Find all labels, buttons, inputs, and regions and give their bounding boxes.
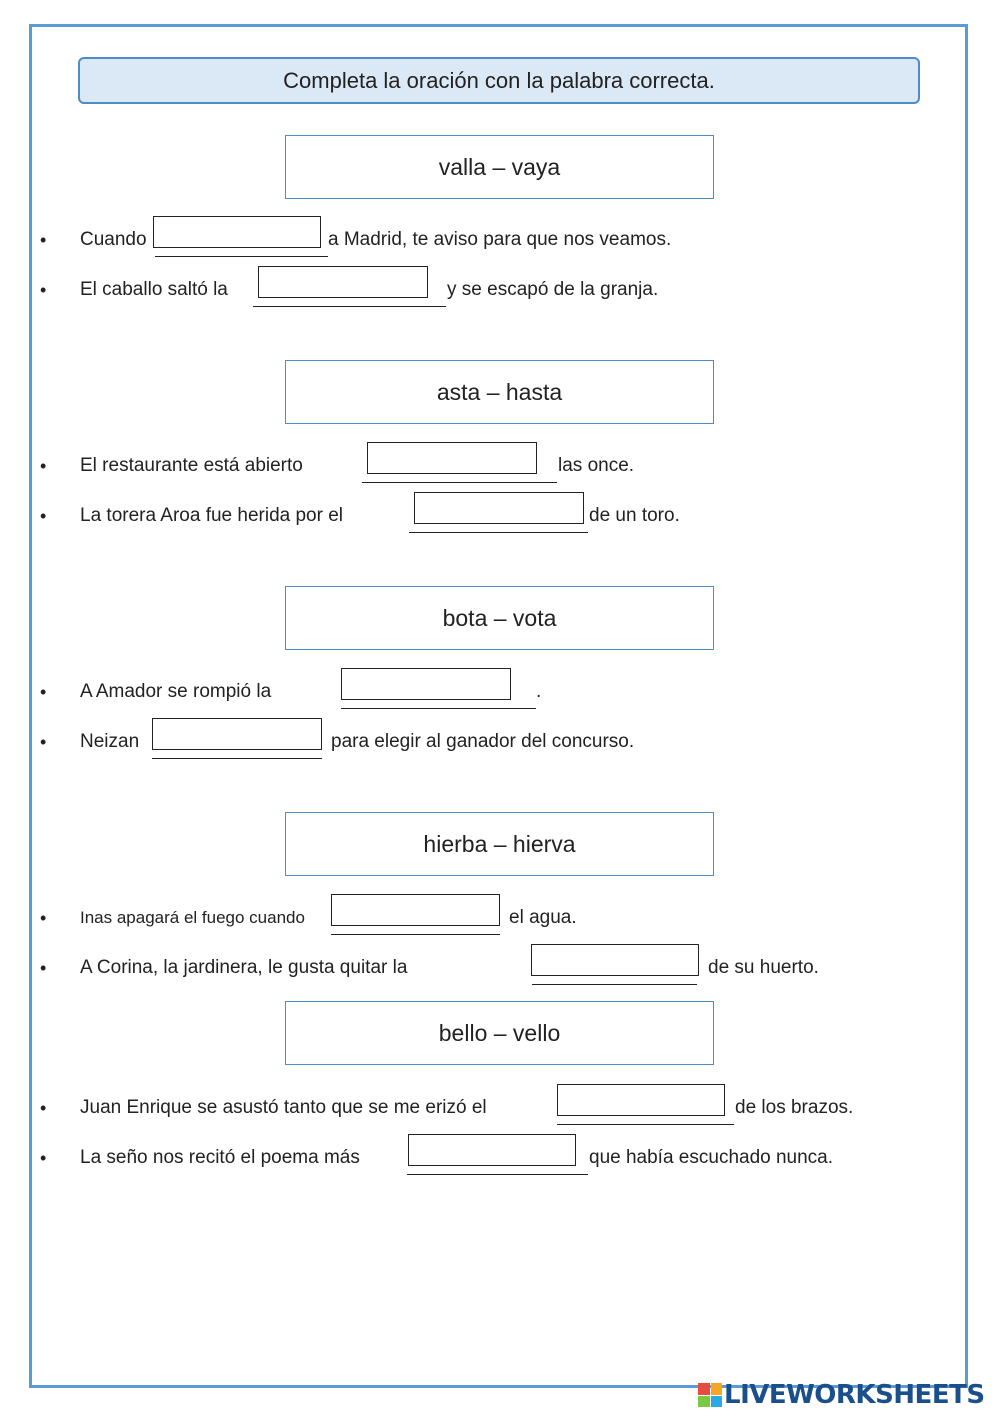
word-pair-label: bota – vota — [442, 604, 557, 631]
sentence-after: el agua. — [509, 907, 577, 928]
bullet-icon: • — [40, 908, 47, 928]
sentence-before: La torera Aroa fue herida por el — [80, 505, 344, 526]
liveworksheets-mark-icon — [698, 1383, 722, 1407]
sentence-before: El caballo saltó la — [80, 279, 228, 300]
sentence-before: A Corina, la jardinera, le gusta quitar la — [80, 957, 408, 978]
sentence-after: . — [536, 681, 542, 702]
word-pair-box — [285, 586, 714, 650]
answer-input[interactable] — [367, 442, 537, 474]
answer-input[interactable] — [153, 216, 321, 248]
sentence-after: a Madrid, te aviso para que nos veamos. — [328, 229, 672, 250]
answer-input[interactable] — [152, 718, 322, 750]
bullet-icon: • — [40, 958, 47, 978]
sentence-after: las once. — [558, 455, 635, 476]
sentence-before: Cuando — [80, 229, 147, 250]
sentence-after: que había escuchado nunca. — [589, 1147, 834, 1168]
logo-square — [711, 1396, 723, 1408]
sentence-row — [0, 672, 1000, 712]
bullet-icon: • — [40, 456, 47, 476]
sentence-before: A Amador se rompió la — [80, 681, 272, 702]
logo-square — [711, 1383, 723, 1395]
brand-name: LIVEWORKSHEETS — [724, 1380, 985, 1410]
word-pair-box — [285, 812, 714, 876]
sentence-row — [0, 496, 1000, 536]
sentence-row — [0, 898, 1000, 938]
sentence-after: de su huerto. — [708, 957, 819, 978]
sentence-after: de los brazos. — [735, 1097, 854, 1118]
sentence-row — [0, 722, 1000, 762]
answer-input[interactable] — [258, 266, 428, 298]
sentence-before: Juan Enrique se asustó tanto que se me erizó el — [80, 1097, 487, 1118]
bullet-icon: • — [40, 1098, 47, 1118]
logo-square — [698, 1396, 710, 1408]
sentence-after: de un toro. — [589, 505, 680, 526]
sentence-row — [0, 446, 1000, 486]
liveworksheets-logo — [698, 1380, 985, 1410]
instruction-text: Completa la oración con la palabra correcta. — [283, 67, 715, 93]
answer-input[interactable] — [408, 1134, 576, 1166]
bullet-icon: • — [40, 682, 47, 702]
sentence-before: La seño nos recitó el poema más — [80, 1147, 360, 1168]
sentence-row — [0, 948, 1000, 988]
word-pair-label: valla – vaya — [438, 153, 561, 180]
word-pair-box — [285, 135, 714, 199]
word-pair-label: bello – vello — [438, 1019, 561, 1046]
bullet-icon: • — [40, 506, 47, 526]
word-pair-box — [285, 360, 714, 424]
bullet-icon: • — [40, 732, 47, 752]
sentence-after: y se escapó de la granja. — [447, 279, 659, 300]
sentence-after: para elegir al ganador del concurso. — [331, 731, 635, 752]
bullet-icon: • — [40, 1148, 47, 1168]
bullet-icon: • — [40, 230, 47, 250]
word-pair-label: hierba – hierva — [423, 830, 576, 857]
instruction-banner — [78, 57, 920, 104]
sentence-row — [0, 1088, 1000, 1128]
word-pair-label: asta – hasta — [436, 378, 563, 405]
bullet-icon: • — [40, 280, 47, 300]
sentence-before: Neizan — [80, 731, 140, 752]
word-pair-box — [285, 1001, 714, 1065]
sentence-before: El restaurante está abierto — [80, 455, 303, 476]
answer-input[interactable] — [557, 1084, 725, 1116]
answer-input[interactable] — [531, 944, 699, 976]
sentence-row — [0, 270, 1000, 310]
logo-square — [698, 1383, 710, 1395]
sentence-before: Inas apagará el fuego cuando — [80, 908, 305, 927]
answer-input[interactable] — [331, 894, 500, 926]
answer-input[interactable] — [414, 492, 584, 524]
sentence-row — [0, 220, 1000, 260]
answer-input[interactable] — [341, 668, 511, 700]
sentence-row — [0, 1138, 1000, 1178]
